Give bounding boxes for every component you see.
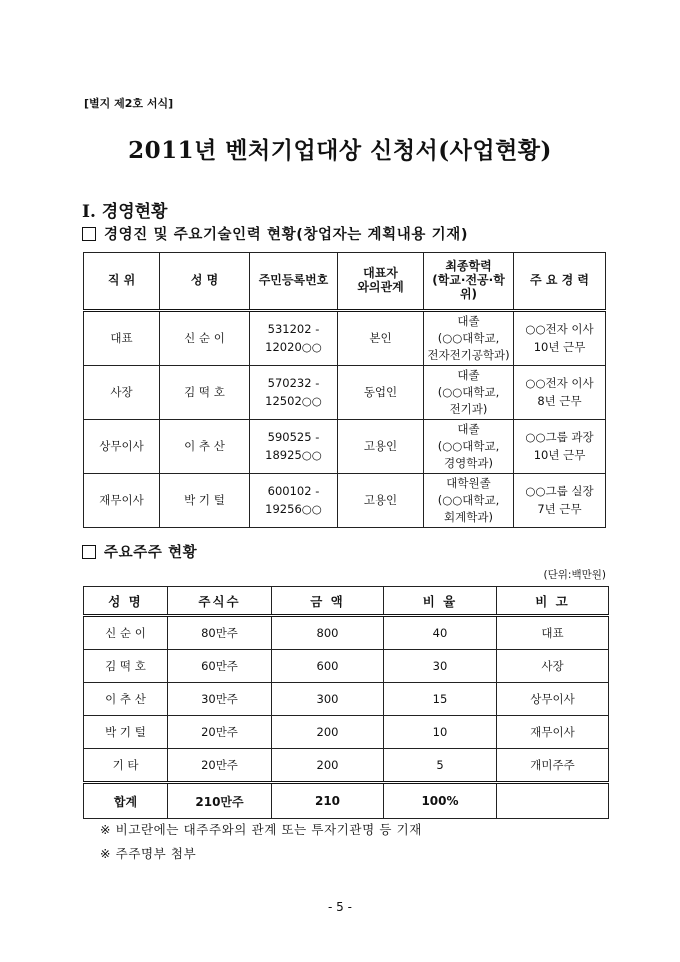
column-header: 비 율 <box>384 587 497 616</box>
table-row <box>84 749 609 783</box>
column-header: 대표자 와의관계 <box>338 253 424 311</box>
total-cell <box>497 783 609 819</box>
table-row <box>84 683 609 716</box>
table-row <box>84 474 606 528</box>
column-header: 비 고 <box>497 587 609 616</box>
table-cell: 상무이사 <box>497 683 609 716</box>
table-cell: 531202 - 12020○○ <box>250 311 338 366</box>
table-cell: 김 떡 호 <box>84 650 168 683</box>
table-cell: 김 떡 호 <box>160 366 250 420</box>
unit-label: (단위:백만원) <box>543 569 606 581</box>
table-cell: 고용인 <box>338 474 424 528</box>
table-cell: 재무이사 <box>84 474 160 528</box>
table-cell: 600 <box>272 650 384 683</box>
table-cell: 30 <box>384 650 497 683</box>
table-cell: 기 타 <box>84 749 168 783</box>
table-row <box>84 650 609 683</box>
document-title: 2011년 벤처기업대상 신청서(사업현황) <box>128 137 552 164</box>
table-cell: 570232 - 12502○○ <box>250 366 338 420</box>
table-row <box>84 616 609 650</box>
total-cell: 210만주 <box>168 783 272 819</box>
table-cell: 300 <box>272 683 384 716</box>
column-header: 주 요 경 력 <box>514 253 606 311</box>
table-cell: 10 <box>384 716 497 749</box>
table-cell: 대표 <box>497 616 609 650</box>
column-header: 성 명 <box>160 253 250 311</box>
table-cell: 재무이사 <box>497 716 609 749</box>
executives-table <box>83 252 606 528</box>
table-cell: 대졸 (○○대학교, 전기과) <box>424 366 514 420</box>
table-cell: 이 추 산 <box>84 683 168 716</box>
table-cell: 5 <box>384 749 497 783</box>
table-cell: ○○그룹 과장 10년 근무 <box>514 420 606 474</box>
table-cell: 40 <box>384 616 497 650</box>
column-header: 성 명 <box>84 587 168 616</box>
table-row <box>84 420 606 474</box>
section-heading: I. 경영현황 <box>82 202 168 222</box>
shareholders-heading-text: 주요주주 현황 <box>104 545 198 561</box>
table-cell: 개미주주 <box>497 749 609 783</box>
checkbox-square-icon <box>82 545 96 559</box>
table-cell: 박 기 털 <box>84 716 168 749</box>
table-cell: 대학원졸 (○○대학교, 회계학과) <box>424 474 514 528</box>
table-cell: 상무이사 <box>84 420 160 474</box>
column-header: 직 위 <box>84 253 160 311</box>
table-cell: 800 <box>272 616 384 650</box>
note-2: ※ 주주명부 첨부 <box>100 846 197 861</box>
form-number: [별지 제2호 서식] <box>84 97 174 110</box>
column-header: 주민등록번호 <box>250 253 338 311</box>
table-cell: 사장 <box>497 650 609 683</box>
total-cell: 합계 <box>84 783 168 819</box>
table-cell: 600102 - 19256○○ <box>250 474 338 528</box>
page-number: - 5 - <box>328 900 352 914</box>
table-cell: 신 순 이 <box>84 616 168 650</box>
table-cell: ○○전자 이사 10년 근무 <box>514 311 606 366</box>
column-header: 금 액 <box>272 587 384 616</box>
table-cell: 590525 - 18925○○ <box>250 420 338 474</box>
table-cell: 200 <box>272 716 384 749</box>
shareholders-heading <box>82 541 197 562</box>
table-header-row <box>84 587 609 616</box>
column-header: 최종학력 (학교·전공·학위) <box>424 253 514 311</box>
executives-heading-text: 경영진 및 주요기술인력 현황(창업자는 계획내용 기재) <box>104 227 469 243</box>
table-cell: 200 <box>272 749 384 783</box>
column-header: 주식수 <box>168 587 272 616</box>
table-row <box>84 311 606 366</box>
table-cell: 박 기 털 <box>160 474 250 528</box>
shareholders-table <box>83 586 609 819</box>
table-cell: 대표 <box>84 311 160 366</box>
table-row <box>84 716 609 749</box>
table-cell: 80만주 <box>168 616 272 650</box>
table-cell: ○○전자 이사 8년 근무 <box>514 366 606 420</box>
total-cell: 210 <box>272 783 384 819</box>
checkbox-square-icon <box>82 227 96 241</box>
total-row <box>84 783 609 819</box>
table-cell: 20만주 <box>168 716 272 749</box>
table-cell: 신 순 이 <box>160 311 250 366</box>
table-cell: 20만주 <box>168 749 272 783</box>
table-cell: 15 <box>384 683 497 716</box>
table-cell: 사장 <box>84 366 160 420</box>
table-cell: 본인 <box>338 311 424 366</box>
table-cell: 이 추 산 <box>160 420 250 474</box>
table-cell: 대졸 (○○대학교, 경영학과) <box>424 420 514 474</box>
table-header-row <box>84 253 606 311</box>
executives-heading <box>82 223 468 244</box>
table-cell: 고용인 <box>338 420 424 474</box>
table-cell: 대졸 (○○대학교, 전자전기공학과) <box>424 311 514 366</box>
note-1: ※ 비고란에는 대주주와의 관계 또는 투자기관명 등 기재 <box>100 822 422 837</box>
total-cell: 100% <box>384 783 497 819</box>
table-cell: 60만주 <box>168 650 272 683</box>
table-row <box>84 366 606 420</box>
table-cell: 30만주 <box>168 683 272 716</box>
table-cell: 동업인 <box>338 366 424 420</box>
table-cell: ○○그룹 실장 7년 근무 <box>514 474 606 528</box>
